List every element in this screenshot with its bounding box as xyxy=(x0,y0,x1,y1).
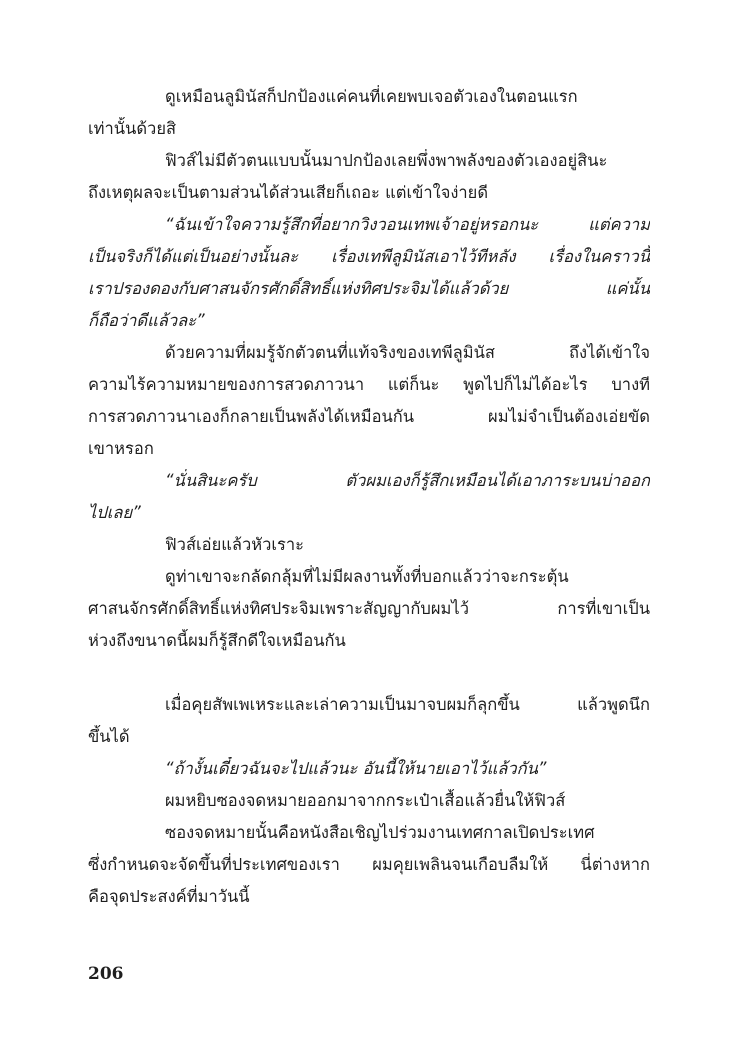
line-05: “ฉันเข้าใจความรู้สึกที่อยากวิงวอนเทพเจ้าอยู่หรอกนะ แต่ความ xyxy=(165,215,650,234)
line-01: ดูเหมือนลูมินัสก็ปกป้องแค่คนที่เคยพบเจอตัวเองในตอนแรก xyxy=(165,87,578,106)
line-20: ขึ้นได้ xyxy=(88,727,130,746)
line-02: เท่านั้นด้วยสิ xyxy=(88,119,177,138)
line-22: ผมหยิบซองจดหมายออกมาจากกระเป๋าเสื้อแล้วยื่นให้ฟิวส์ xyxy=(165,791,566,810)
line-23: ซองจดหมายนั้นคือหนังสือเชิญไปร่วมงานเทศกาลเปิดประเทศ xyxy=(165,823,595,842)
line-18: ห่วงถึงขนาดนี้ผมก็รู้สึกดีใจเหมือนกัน xyxy=(88,631,346,650)
line-19: เมื่อคุยสัพเพเหระและเล่าความเป็นมาจบผมก็ลุกขึ้น แล้วพูดนึก xyxy=(165,695,650,714)
line-25: คือจุดประสงค์ที่มาวันนี้ xyxy=(88,887,250,906)
line-14: ไปเลย” xyxy=(88,503,141,522)
line-08: ก็ถือว่าดีแล้วละ” xyxy=(88,311,205,330)
line-09: ด้วยความที่ผมรู้จักตัวตนที่แท้จริงของเทพีลูมินัส ถึงได้เข้าใจ xyxy=(165,343,650,362)
line-15: ฟิวส์เอ่ยแล้วหัวเราะ xyxy=(165,535,305,554)
line-06: เป็นจริงก็ได้แต่เป็นอย่างนั้นละ เรื่องเทพีลูมินัสเอาไว้ทีหลัง เรื่องในคราวนี้ xyxy=(88,247,650,266)
line-04: ถึงเหตุผลจะเป็นตามส่วนได้ส่วนเสียก็เถอะ แต่เข้าใจง่ายดี xyxy=(88,183,489,202)
line-10: ความไร้ความหมายของการสวดภาวนา แต่ก็นะ พูดไปก็ไม่ได้อะไร บางที xyxy=(88,375,650,394)
line-17: ศาสนจักรศักดิ์สิทธิ์แห่งทิศประจิมเพราะสัญญากับผมไว้ การที่เขาเป็น xyxy=(88,599,650,618)
line-03: ฟิวส์ไม่มีตัวตนแบบนั้นมาปกป้องเลยพึ่งพาพลังของตัวเองอยู่สินะ xyxy=(165,151,608,170)
line-12: เขาหรอก xyxy=(88,439,154,458)
line-24: ซึ่งกำหนดจะจัดขึ้นที่ประเทศของเรา ผมคุยเพลินจนเกือบลืมให้ นี่ต่างหาก xyxy=(88,855,650,874)
line-11: การสวดภาวนาเองก็กลายเป็นพลังได้เหมือนกัน ผมไม่จำเป็นต้องเอ่ยขัด xyxy=(88,407,650,426)
page-number: 206 xyxy=(88,964,124,984)
line-21: “ถ้างั้นเดี๋ยวฉันจะไปแล้วนะ อันนี้ให้นายเอาไว้แล้วกัน” xyxy=(165,759,547,778)
line-16: ดูท่าเขาจะกลัดกลุ้มที่ไม่มีผลงานทั้งที่บอกแล้วว่าจะกระตุ้น xyxy=(165,567,569,586)
line-07: เราปรองดองกับศาสนจักรศักดิ์สิทธิ์แห่งทิศประจิมได้แล้วด้วย แค่นั้น xyxy=(88,279,650,298)
line-13: “นั่นสินะครับ ตัวผมเองก็รู้สึกเหมือนได้เอาภาระบนบ่าออก xyxy=(165,471,650,490)
